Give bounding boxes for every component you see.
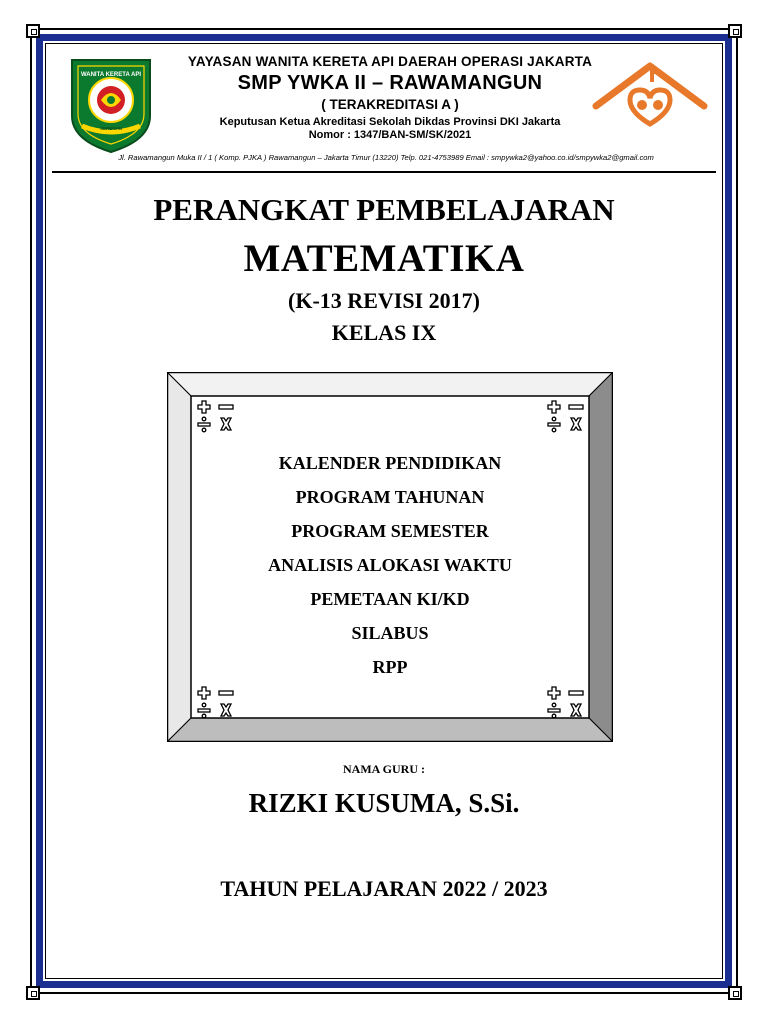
letterhead-divider <box>52 171 716 173</box>
frame-corner-top-left <box>26 24 40 38</box>
school-name: SMP YWKA II – RAWAMANGUN <box>237 72 543 94</box>
list-item: PROGRAM SEMESTER <box>291 521 489 541</box>
list-item: ANALISIS ALOKASI WAKTU <box>268 555 512 575</box>
math-operators-icon <box>545 684 589 720</box>
emblem-motto: SERENAN <box>99 126 123 131</box>
foundation-name: YAYASAN WANITA KERETA API DAERAH OPERASI JAKARTA <box>187 54 593 69</box>
curriculum-label: (K-13 REVISI 2017) <box>288 288 480 313</box>
teacher-label: NAMA GURU : <box>343 762 425 776</box>
frame-corner-bottom-left <box>26 986 40 1000</box>
math-operators-icon <box>545 398 589 434</box>
house-heart-logo-icon <box>592 60 708 130</box>
teacher-name: RIZKI KUSUMA, S.Si. <box>248 788 520 818</box>
contents-panel <box>167 372 613 742</box>
letterhead-text <box>160 54 620 141</box>
school-address: Jl. Rawamangun Muka II / 1 ( Komp. PJKA ) Rawamangun – Jakarta Timur (13220) Telp. 021-4753989 Email : smpywka2@yahoo.co.id/smpywka2@gmail.com <box>118 153 654 162</box>
list-item: RPP <box>372 657 408 677</box>
frame-corner-top-right <box>728 24 742 38</box>
math-operators-icon <box>195 684 239 720</box>
contents-list <box>167 446 613 684</box>
subject-title: MATEMATIKA <box>243 237 525 280</box>
ywka-emblem-icon <box>68 56 154 154</box>
frame-corner-bottom-right <box>728 986 742 1000</box>
document-title: PERANGKAT PEMBELAJARAN <box>153 192 615 227</box>
academic-year: TAHUN PELAJARAN 2022 / 2023 <box>220 876 548 901</box>
math-operators-icon <box>195 398 239 434</box>
letterhead <box>60 50 710 170</box>
decree-number: Nomor : 1347/BAN-SM/SK/2021 <box>308 129 472 141</box>
class-label: KELAS IX <box>331 320 437 345</box>
accreditation-status: ( TERAKREDITASI A ) <box>321 97 459 112</box>
list-item: PROGRAM TAHUNAN <box>295 487 485 507</box>
list-item: KALENDER PENDIDIKAN <box>278 453 502 473</box>
accreditation-decree: Keputusan Ketua Akreditasi Sekolah Dikdas Provinsi DKI Jakarta <box>219 116 561 128</box>
list-item: PEMETAAN KI/KD <box>310 589 470 609</box>
emblem-ring-text: WANITA KERETA API <box>80 72 142 78</box>
list-item: SILABUS <box>351 623 429 643</box>
